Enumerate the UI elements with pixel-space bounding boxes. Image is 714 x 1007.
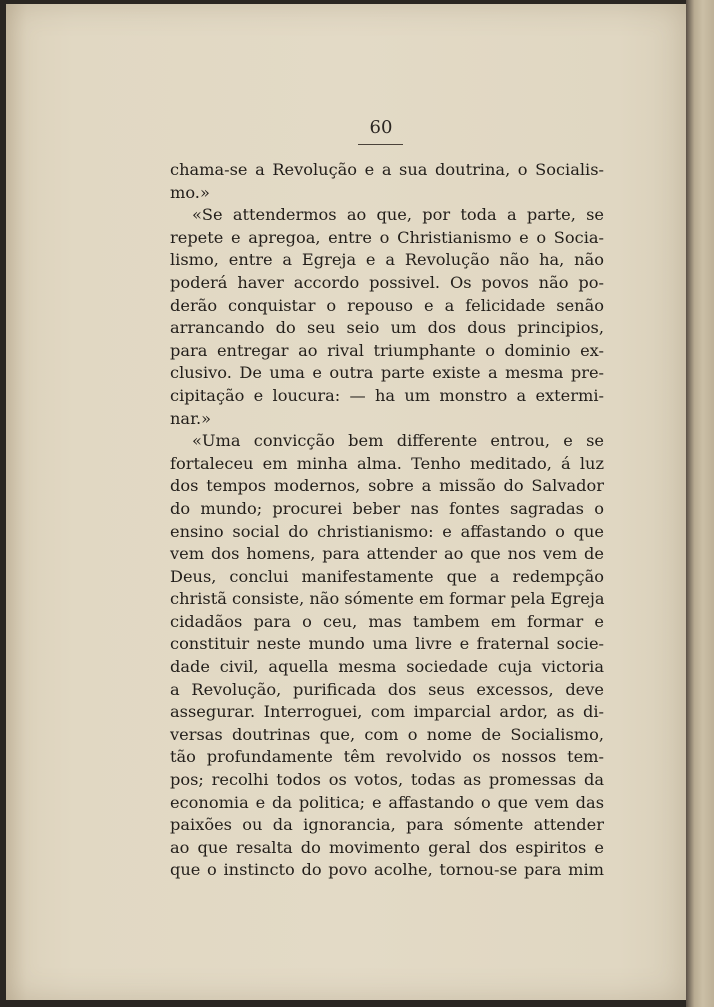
text-line: derão conquistar o repouso e a felicidade senão (170, 295, 604, 315)
text-line: que o instincto do povo acolhe, tornou-se para mim (170, 860, 604, 880)
text-line: versas doutrinas que, com o nome de Socialismo, (170, 724, 604, 744)
text-line: paixões ou da ignorancia, para sómente attender (170, 815, 604, 835)
text-line: do mundo; procurei beber nas fontes sagradas o (170, 498, 604, 518)
text-line: cipitação e loucura: — ha um monstro a extermi- (170, 385, 604, 405)
text-line: fortaleceu em minha alma. Tenho meditado, á luz (170, 453, 604, 473)
text-line: dos tempos modernos, sobre a missão do Salvador (170, 476, 604, 496)
text-line: ensino social do christianismo: e affastando o que (170, 521, 604, 541)
text-line: ao que resalta do movimento geral dos espiritos e (170, 837, 604, 857)
text-line: constituir neste mundo uma livre e fraternal socie- (170, 634, 604, 654)
text-line: poderá haver accordo possivel. Os povos não po- (170, 272, 604, 292)
text-line: tão profundamente têm revolvido os nossos tem- (170, 747, 604, 767)
text-line: repete e apregoa, entre o Christianismo e o Socia- (170, 227, 604, 247)
next-page-edge (686, 0, 714, 1007)
page-number: 60 (369, 117, 393, 138)
text-line: Deus, conclui manifestamente que a redempção (170, 566, 604, 586)
text-line: christã consiste, não sómente em formar pela Egreja (170, 589, 605, 609)
text-line: clusivo. De uma e outra parte existe a mesma pre- (170, 363, 604, 383)
text-line: chama-se a Revolução e a sua doutrina, o Socialis- (170, 160, 604, 179)
text-line: «Se attendermos ao que, por toda a parte, se (192, 205, 604, 225)
text-line: arrancando do seu seio um dos dous principios, (170, 318, 604, 338)
text-line: lismo, entre a Egreja e a Revolução não ha, não (170, 250, 604, 270)
text-line: nar.» (170, 408, 212, 428)
book-page (6, 4, 686, 1000)
body-text (170, 159, 604, 882)
text-line: economia e da politica; e affastando o que vem das (170, 792, 604, 812)
text-line: pos; recolhi todos os votos, todas as promessas da (170, 770, 604, 790)
text-line: vem dos homens, para attender ao que nos vem de (170, 544, 604, 564)
text-line: «Uma convicção bem differente entrou, e se (192, 431, 604, 451)
header-rule (358, 144, 403, 145)
text-line: cidadãos para o ceu, mas tambem em formar e (170, 611, 604, 631)
text-line: mo.» (170, 182, 210, 202)
text-line: dade civil, aquella mesma sociedade cuja victoria (170, 657, 604, 677)
text-line: a Revolução, purificada dos seus excessos, deve (170, 679, 604, 699)
text-line: para entregar ao rival triumphante o dominio ex- (170, 340, 604, 360)
text-line: assegurar. Interroguei, com imparcial ardor, as di- (170, 702, 604, 722)
